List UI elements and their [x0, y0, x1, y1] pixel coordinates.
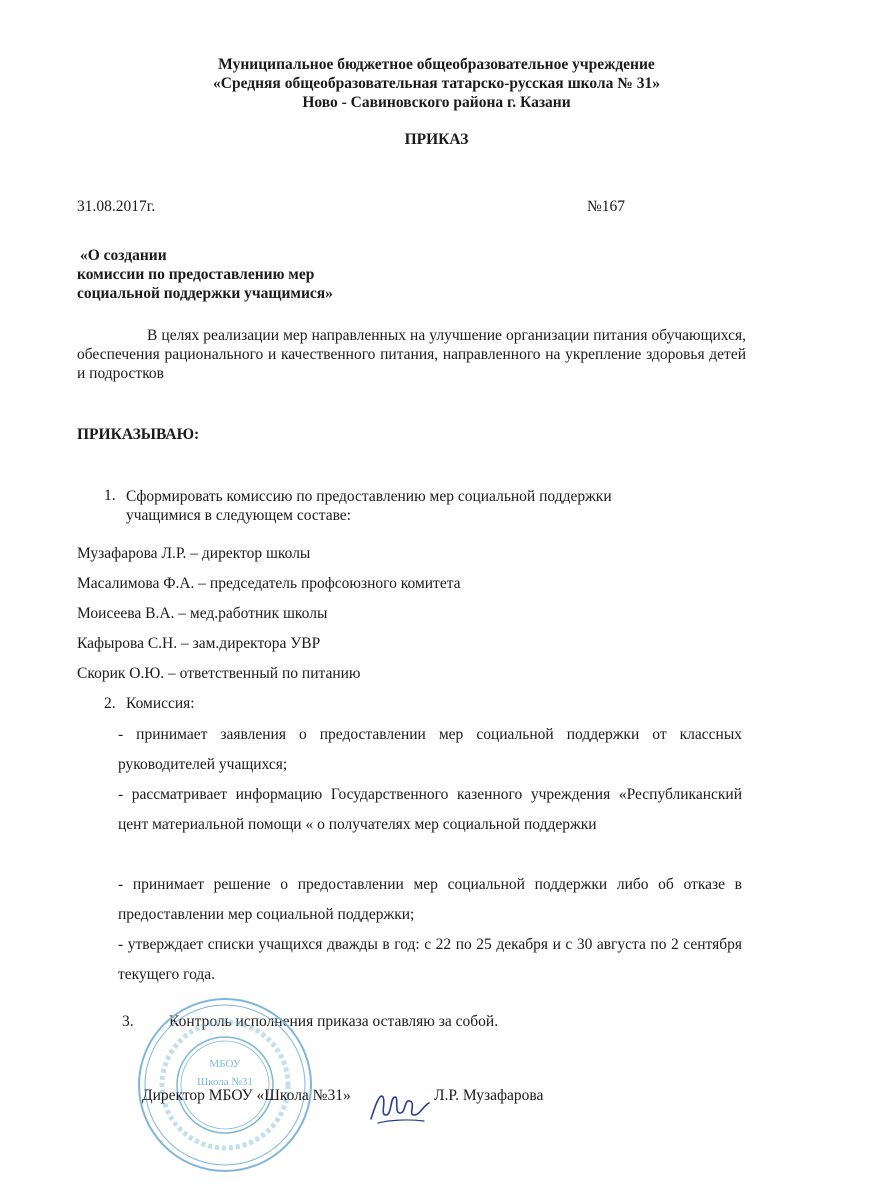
- subject-line3: социальной поддержки учащимися»: [77, 285, 333, 302]
- order-word: ПРИКАЗЫВАЮ:: [77, 426, 200, 443]
- stamp-center-middle: Школа №31: [197, 1076, 253, 1088]
- commission-duty: - рассматривает информацию Государственного казенного учреждения «Республиканский цент материальной помощи « о получателях мер социальной поддержки: [118, 786, 742, 833]
- item1-number: 1.: [104, 487, 116, 504]
- subject-line2: комиссии по предоставлению мер: [77, 266, 315, 283]
- school-stamp-image: [135, 995, 315, 1175]
- order-date: 31.08.2017г.: [77, 198, 156, 215]
- commission-member: Скорик О.Ю. – ответственный по питанию: [77, 665, 361, 682]
- item3-number: 3.: [122, 1013, 134, 1030]
- commission-duty: - утверждает списки учащихся дважды в год: с 22 по 25 декабря и с 30 августа по 2 сентября текущего года.: [118, 936, 742, 983]
- preamble-paragraph: В целях реализации мер направленных на улучшение организации питания обучающихся, обеспечения рационального и качественного питания, направленного на укрепление здоровья детей и подростков: [77, 327, 746, 382]
- item1-line1: Сформировать комиссию по предоставлению мер социальной поддержки: [126, 488, 612, 505]
- commission-duty: - принимает заявления о предоставлении мер социальной поддержки от классных руководителей учащихся;: [118, 726, 742, 773]
- institution-name-line3: Ново - Савиновского района г. Казани: [302, 94, 571, 111]
- commission-member: Музафарова Л.Р. – директор школы: [77, 545, 311, 562]
- item2-label: Комиссия:: [126, 695, 195, 712]
- commission-member: Масалимова Ф.А. – председатель профсоюзного комитета: [77, 575, 461, 592]
- stamp-center-top: МБОУ: [209, 1058, 241, 1070]
- institution-name-line2: «Средняя общеобразовательная татарско-русская школа № 31»: [213, 75, 660, 92]
- handwritten-signature: [368, 1085, 432, 1129]
- signatory-position: Директор МБОУ «Школа №31»: [142, 1087, 351, 1104]
- subject-line1: «О создании: [80, 247, 167, 264]
- order-number: №167: [587, 198, 626, 215]
- item1-line2: учащимися в следующем составе:: [126, 507, 351, 524]
- item2-number: 2.: [104, 695, 116, 712]
- commission-member: Моисеева В.А. – мед.работник школы: [77, 605, 328, 622]
- item3-text: Контроль исполнения приказа оставляю за собой.: [169, 1013, 499, 1030]
- commission-duty: - принимает решение о предоставлении мер социальной поддержки либо об отказе в предоставлении мер социальной поддержки;: [118, 876, 742, 923]
- document-title: ПРИКАЗ: [404, 131, 469, 148]
- commission-member: Кафырова С.Н. – зам.директора УВР: [77, 635, 321, 652]
- institution-name-line1: Муниципальное бюджетное общеобразовательное учреждение: [218, 56, 655, 73]
- signatory-name: Л.Р. Музафарова: [434, 1087, 544, 1104]
